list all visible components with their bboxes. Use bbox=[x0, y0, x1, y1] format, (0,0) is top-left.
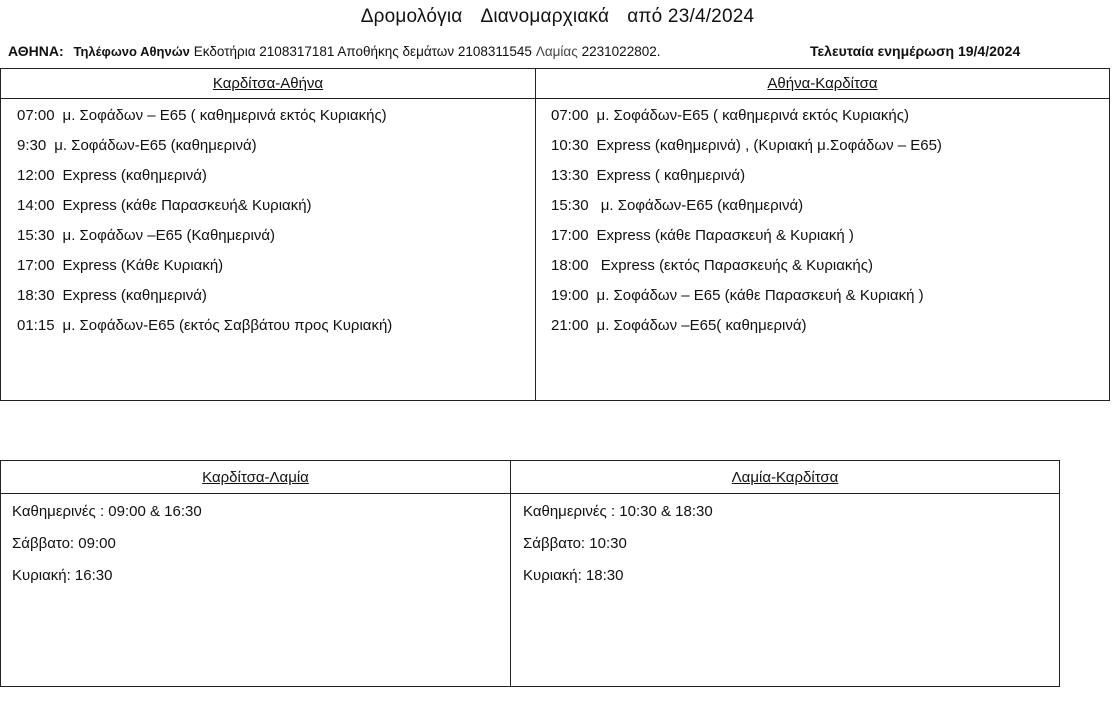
column-divider bbox=[510, 461, 511, 686]
schedule-row bbox=[17, 197, 392, 227]
header-divider bbox=[1, 493, 1059, 494]
route-description: Express (εκτός Παρασκευής & Κυριακής) bbox=[596, 257, 873, 274]
schedule-row bbox=[17, 287, 392, 317]
athens-phone-numbers: Εκδοτήρια 2108317181 Αποθήκης δεμάτων 2108311545 bbox=[193, 44, 532, 59]
lamia-routes-table bbox=[0, 460, 1060, 687]
departure-time: 07:00 bbox=[17, 107, 55, 124]
athens-karditsa-list bbox=[551, 107, 942, 347]
karditsa-athens-heading: Καρδίτσα-Αθήνα bbox=[212, 75, 324, 92]
athens-karditsa-heading: Αθήνα-Καρδίτσα bbox=[767, 75, 878, 92]
schedule-row bbox=[551, 317, 942, 347]
departure-time: 17:00 bbox=[17, 257, 55, 274]
schedule-row bbox=[551, 107, 942, 137]
lamia-label: Λαμίας bbox=[535, 44, 578, 59]
karditsa-lamia-list bbox=[12, 503, 202, 599]
departure-time: 17:00 bbox=[551, 227, 589, 244]
departure-time: 13:30 bbox=[551, 167, 589, 184]
route-description: Express (καθημερινά) bbox=[62, 287, 207, 304]
karditsa-athens-list bbox=[17, 107, 392, 347]
route-description: Express ( καθημερινά) bbox=[596, 167, 746, 184]
contact-info-line bbox=[8, 43, 1108, 59]
route-description: μ. Σοφάδων-Ε65 (εκτός Σαββάτου προς Κυριακή) bbox=[62, 317, 393, 334]
main-routes-table bbox=[0, 68, 1110, 401]
schedule-row: Καθημερινές : 09:00 & 16:30 bbox=[12, 503, 202, 520]
athens-label: ΑΘΗΝΑ: bbox=[8, 43, 64, 59]
departure-time: 18:00 bbox=[551, 257, 589, 274]
route-description: μ. Σοφάδων-Ε65 ( καθημερινά εκτός Κυριακής) bbox=[596, 107, 909, 124]
schedule-row bbox=[17, 317, 392, 347]
schedule-row: Κυριακή: 16:30 bbox=[12, 567, 113, 584]
lamia-karditsa-heading: Λαμία-Καρδίτσα bbox=[731, 469, 839, 486]
departure-time: 14:00 bbox=[17, 197, 55, 214]
route-description: μ. Σοφάδων –Ε65( καθημερινά) bbox=[596, 317, 807, 334]
schedule-row bbox=[551, 227, 942, 257]
route-description: Express (κάθε Παρασκευή& Κυριακή) bbox=[62, 197, 312, 214]
route-description: μ. Σοφάδων – Ε65 (κάθε Παρασκευή & Κυριακή ) bbox=[596, 287, 924, 304]
schedule-row bbox=[17, 257, 392, 287]
schedule-row: Σάββατο: 09:00 bbox=[12, 535, 116, 552]
schedule-row bbox=[17, 227, 392, 257]
departure-time: 19:00 bbox=[551, 287, 589, 304]
route-description: Express (καθημερινά) bbox=[62, 167, 207, 184]
schedule-row bbox=[551, 257, 942, 287]
column-divider bbox=[535, 69, 536, 400]
schedule-row bbox=[551, 137, 942, 167]
schedule-row bbox=[551, 167, 942, 197]
departure-time: 15:30 bbox=[551, 197, 589, 214]
karditsa-lamia-heading: Καρδίτσα-Λαμία bbox=[202, 469, 309, 486]
header-divider bbox=[1, 98, 1109, 99]
route-description: Express (κάθε Παρασκευή & Κυριακή ) bbox=[596, 227, 854, 244]
route-description: μ. Σοφάδων –Ε65 (Καθημερινά) bbox=[62, 227, 276, 244]
route-description: μ. Σοφάδων-Ε65 (καθημερινά) bbox=[596, 197, 804, 214]
schedule-row: Κυριακή: 18:30 bbox=[523, 567, 624, 584]
departure-time: 21:00 bbox=[551, 317, 589, 334]
departure-time: 01:15 bbox=[17, 317, 55, 334]
page-title bbox=[0, 6, 1115, 28]
schedule-row bbox=[551, 197, 942, 227]
title-routes: Δρομολόγια bbox=[360, 6, 463, 27]
lamia-phone: 2231022802. bbox=[581, 44, 661, 59]
schedule-row bbox=[17, 167, 392, 197]
schedule-row: Καθημερινές : 10:30 & 18:30 bbox=[523, 503, 713, 520]
route-description: Express (Κάθε Κυριακή) bbox=[62, 257, 224, 274]
schedule-row bbox=[17, 137, 392, 167]
departure-time: 10:30 bbox=[551, 137, 589, 154]
departure-time: 07:00 bbox=[551, 107, 589, 124]
lamia-karditsa-list bbox=[523, 503, 713, 599]
route-description: μ. Σοφάδων-Ε65 (καθημερινά) bbox=[54, 137, 257, 154]
route-description: Express (καθημερινά) , (Κυριακή μ.Σοφάδων – Ε65) bbox=[596, 137, 942, 154]
schedule-row: Σάββατο: 10:30 bbox=[523, 535, 627, 552]
last-update: Τελευταία ενημέρωση 19/4/2024 bbox=[810, 43, 1021, 59]
title-interregional: Διανομαρχιακά bbox=[480, 6, 610, 27]
schedule-row bbox=[551, 287, 942, 317]
athens-phone-label: Τηλέφωνο Αθηνών bbox=[73, 44, 190, 59]
route-description: μ. Σοφάδων – Ε65 ( καθημερινά εκτός Κυριακής) bbox=[62, 107, 387, 124]
schedule-row bbox=[17, 107, 392, 137]
title-date: από 23/4/2024 bbox=[627, 6, 755, 27]
departure-time: 9:30 bbox=[17, 137, 47, 154]
departure-time: 18:30 bbox=[17, 287, 55, 304]
departure-time: 15:30 bbox=[17, 227, 55, 244]
departure-time: 12:00 bbox=[17, 167, 55, 184]
